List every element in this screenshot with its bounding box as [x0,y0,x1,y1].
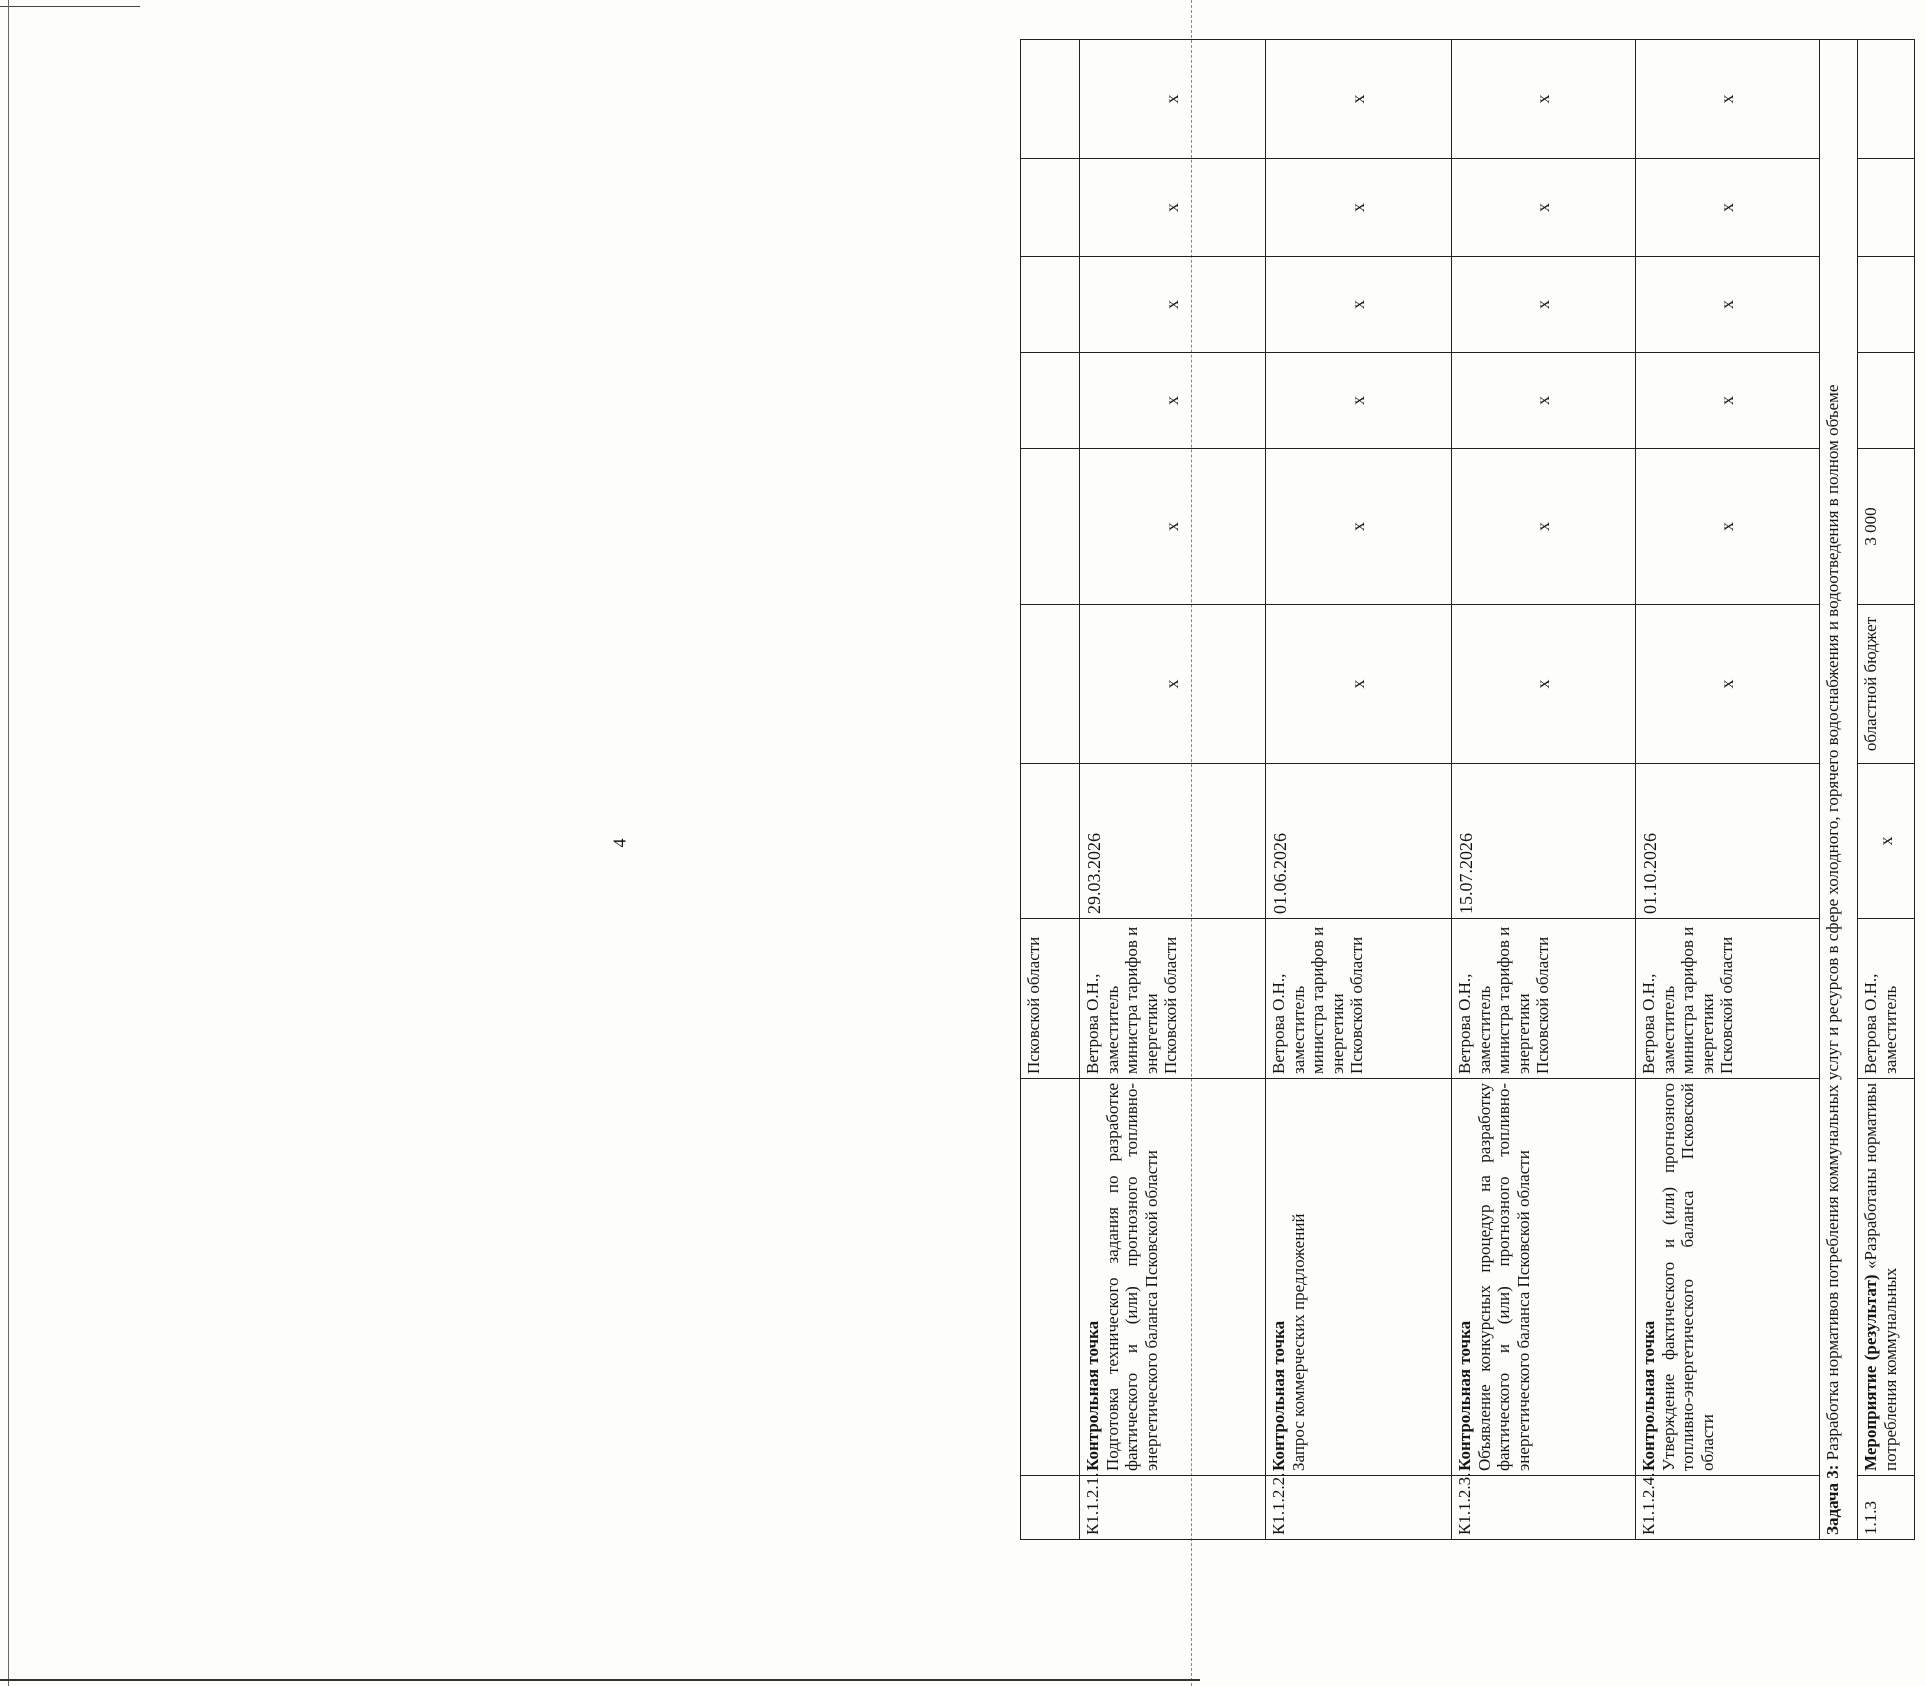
checkpoint-code: К1.1.2.1. [1080,1476,1266,1540]
checkpoint-date: 15.07.2026 [1452,764,1636,919]
checkpoint-responsible: Ветрова О.Н., заместитель министра тарифов и энергетики Псковской области [1452,919,1636,1079]
checkpoint-mark: x [1636,40,1820,159]
checkpoint-mark: x [1452,353,1636,449]
checkpoint-row [1452,40,1636,1540]
checkpoint-mark: x [1080,605,1266,764]
scan-edge-bottom [0,1679,1200,1681]
scan-edge-top [0,0,140,7]
checkpoint-description [1452,1079,1636,1476]
header-cell-empty [1021,40,1080,159]
measure-cell-empty [1858,40,1915,159]
checkpoint-mark: x [1080,353,1266,449]
header-cell-empty [1021,605,1080,764]
header-cell-empty [1021,257,1080,353]
header-cell-empty [1021,764,1080,919]
rotated-page [1020,40,1925,1540]
checkpoint-label: Контрольная точка [1269,1320,1288,1471]
checkpoint-responsible: Ветрова О.Н., заместитель министра тарифов и энергетики Псковской области [1266,919,1452,1079]
header-responsible: Псковской области [1021,919,1080,1079]
checkpoint-mark: x [1266,605,1452,764]
checkpoint-mark: x [1636,353,1820,449]
header-cell-empty [1021,449,1080,605]
checkpoint-text: Объявление конкурсных процедур на разработку фактического и (или) прогнозного топливно-энергетического баланса Псковской области [1474,1083,1533,1471]
checkpoint-date: 01.06.2026 [1266,764,1452,919]
checkpoint-mark: x [1266,40,1452,159]
checkpoint-mark: x [1452,159,1636,257]
checkpoint-date: 29.03.2026 [1080,764,1266,919]
checkpoint-mark: x [1452,605,1636,764]
measure-code: 1.1.3 [1858,1476,1915,1540]
page-number: 4 [609,838,630,848]
checkpoint-date: 01.10.2026 [1636,764,1820,919]
checkpoint-mark: x [1636,605,1820,764]
checkpoint-label: Контрольная точка [1455,1320,1474,1471]
checkpoint-mark: x [1452,449,1636,605]
checkpoint-code: К1.1.2.3. [1452,1476,1636,1540]
checkpoint-mark: x [1080,40,1266,159]
checkpoint-mark: x [1080,257,1266,353]
checkpoint-responsible: Ветрова О.Н., заместитель министра тарифов и энергетики Псковской области [1080,919,1266,1079]
checkpoint-code: К1.1.2.2. [1266,1476,1452,1540]
checkpoint-mark: x [1266,257,1452,353]
checkpoint-description [1636,1079,1820,1476]
header-fragment-row [1021,40,1080,1540]
task-row [1820,40,1858,1540]
checkpoint-mark: x [1636,159,1820,257]
checkpoint-code: К1.1.2.4. [1636,1476,1820,1540]
measure-date: x [1858,764,1915,919]
measure-cell-empty [1858,353,1915,449]
checkpoint-mark: x [1266,159,1452,257]
checkpoint-mark: x [1452,257,1636,353]
measure-responsible: Ветрова О.Н., заместитель [1858,919,1915,1079]
checkpoint-mark: x [1266,353,1452,449]
header-cell-empty [1021,1476,1080,1540]
measure-cell-empty [1858,257,1915,353]
task-heading [1820,40,1858,1540]
measure-source: областной бюджет [1858,605,1915,764]
measure-description [1858,1079,1915,1476]
checkpoint-text: Подготовка технического задания по разработке фактического и (или) прогнозного топливно-энергетического баланса Псковской области [1102,1083,1161,1471]
checkpoint-mark: x [1080,159,1266,257]
plan-table [1020,39,1915,1540]
header-cell-empty [1021,159,1080,257]
task-text: Разработка нормативов потребления коммунальных услуг и ресурсов в сфере холодного, горячего водоснабжения и водоотведения в полном объеме [1823,384,1842,1461]
checkpoint-row [1266,40,1452,1540]
checkpoint-responsible: Ветрова О.Н., заместитель министра тарифов и энергетики Псковской области [1636,919,1820,1079]
checkpoint-mark: x [1452,40,1636,159]
checkpoint-label: Контрольная точка [1639,1320,1658,1471]
measure-row [1858,40,1915,1540]
measure-amount: 3 000 [1858,449,1915,605]
checkpoint-mark: x [1636,257,1820,353]
measure-cell-empty [1858,159,1915,257]
checkpoint-row [1636,40,1820,1540]
header-cell-empty [1021,1079,1080,1476]
scan-edge-left [8,0,9,1686]
checkpoint-text: Утверждение фактического и (или) прогнозного топливно-энергетического баланса Псковской области [1658,1083,1717,1471]
checkpoint-text: Запрос коммерческих предложений [1288,1213,1308,1471]
measure-label: Мероприятие (результат) [1861,1274,1880,1471]
measure-text: «Разработаны нормативы потребления коммунальных [1861,1082,1900,1471]
checkpoint-label: Контрольная точка [1083,1320,1102,1471]
checkpoint-description [1266,1079,1452,1476]
header-cell-empty [1021,353,1080,449]
checkpoint-description [1080,1079,1266,1476]
checkpoint-mark: x [1636,449,1820,605]
task-label: Задача 3: [1823,1464,1842,1535]
checkpoint-mark: x [1080,449,1266,605]
checkpoint-mark: x [1266,449,1452,605]
checkpoint-row [1080,40,1266,1540]
